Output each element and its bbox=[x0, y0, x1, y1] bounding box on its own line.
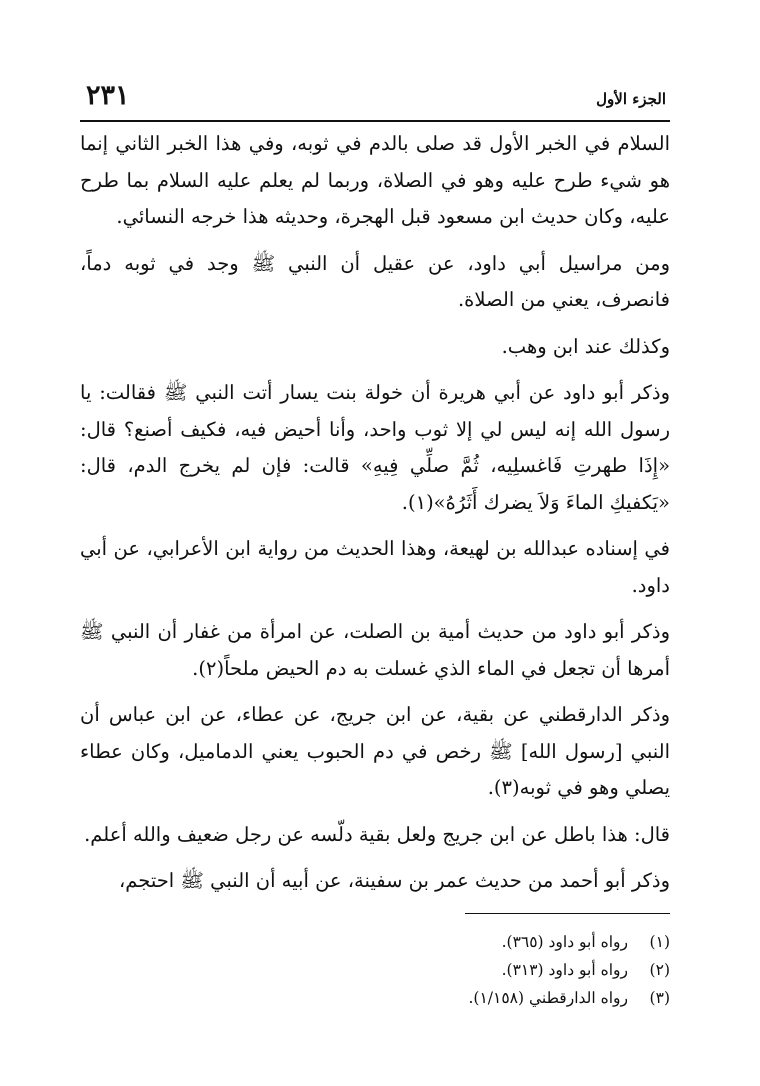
paragraph: ومن مراسيل أبي داود، عن عقيل أن النبي ﷺ وجد في ثوبه دماً، فانصرف، يعني من الصلاة. bbox=[80, 251, 670, 311]
paragraph: وذكر أبو داود من حديث أمية بن الصلت، عن امرأة من غفار أن النبي ﷺ أمرها أن تجعل في الماء الذي غسلت به دم الحيض ملحاً(٢). bbox=[80, 620, 670, 680]
footnote-text: رواه الدارقطني (١/١٥٨). bbox=[468, 989, 628, 1007]
page-number: ٢٣١ bbox=[86, 80, 130, 111]
paragraph: وذكر أبو أحمد من حديث عمر بن سفينة، عن أبيه أن النبي ﷺ احتجم، bbox=[119, 869, 670, 892]
paragraph: قال: هذا باطل عن ابن جريج ولعل بقية دلّسه عن رجل ضعيف والله أعلم. bbox=[84, 822, 670, 846]
footnote bbox=[80, 928, 670, 956]
book-page bbox=[80, 78, 670, 1007]
footnote bbox=[80, 956, 670, 984]
paragraph: وذكر الدارقطني عن بقية، عن ابن جريج، عن عطاء، عن ابن عباس أن النبي [رسول الله] ﷺ رخص في دم الحبوب يعني الدماميل، وكان عطاء يصلي وهو في ثوبه(٣). bbox=[80, 703, 670, 799]
paragraph: وكذلك عند ابن وهب. bbox=[501, 334, 670, 358]
footnote-number: (٣) bbox=[649, 989, 670, 1007]
footnote-text: رواه أبو داود (٣٦٥). bbox=[501, 933, 628, 951]
footnote-text: رواه أبو داود (٣١٣). bbox=[501, 961, 628, 979]
paragraph: وذكر أبو داود عن أبي هريرة أن خولة بنت يسار أتت النبي ﷺ فقالت: يا رسول الله إنه ليس لي إلا ثوب واحد، وأنا أحيض فيه، فكيف أصنع؟ قال: «إِذَا طهرتِ فَاغسلِيه، ثُمَّ صلِّي فِيهِ» قالت: فإن لم يخرج الدم، قال: «يَكفيكِ الماءَ وَلاَ يضرك أَثَرُهُ»(١). bbox=[80, 381, 670, 514]
running-header bbox=[80, 78, 670, 122]
footnote-number: (١) bbox=[649, 933, 670, 951]
footnote-number: (٢) bbox=[649, 961, 670, 979]
paragraph: السلام في الخبر الأول قد صلى بالدم في ثوبه، وفي هذا الخبر الثاني إنما هو شيء طرح عليه وهو في الصلاة، وربما لم يعلم عليه السلام بما طرح عليه، وكان حديث ابن مسعود قبل الهجرة، وحديثه هذا خرجه النسائي. bbox=[80, 132, 670, 228]
footnote bbox=[80, 984, 670, 1012]
volume-title: الجزء الأول bbox=[596, 90, 666, 108]
body-text bbox=[80, 126, 670, 900]
paragraph: في إسناده عبدالله بن لهيعة، وهذا الحديث من رواية ابن الأعرابي، عن أبي داود. bbox=[80, 537, 670, 597]
footnote-divider bbox=[465, 913, 670, 914]
footnotes bbox=[80, 913, 670, 1012]
